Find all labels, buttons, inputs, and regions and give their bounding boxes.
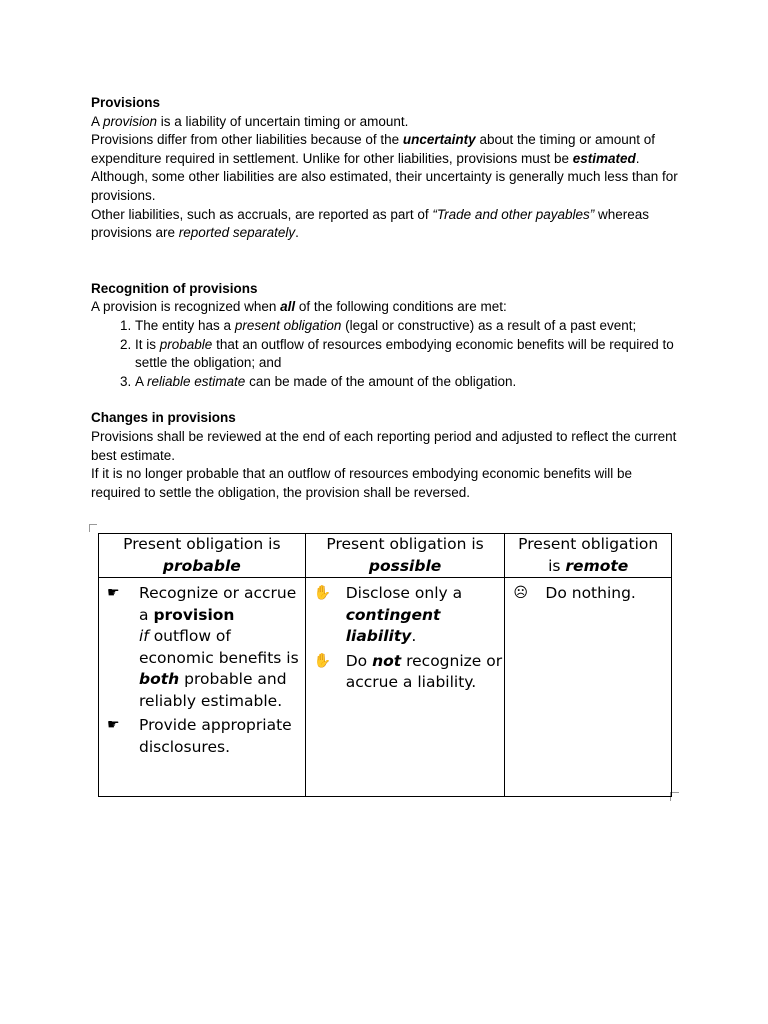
cell-probable [99, 578, 306, 797]
conditions-list [91, 317, 681, 391]
recognition-intro: A provision is recognized when all of the following conditions are met: [91, 299, 507, 315]
pointing-hand-icon: ☛ [107, 717, 120, 733]
list-item: 1. The entity has a present obligation (legal or constructive) as a result of a past event; [135, 317, 681, 336]
list-item: ☛ Provide appropriate disclosures. [107, 716, 292, 756]
provisions-differ-paragraph: Provisions differ from other liabilities because of the uncertainty about the timing or amount of expenditure required in settlement. Unlike for other liabilities, provisions must be estimated. Although, some other liabilities are also estimated, their uncertainty is generally much less than for provisions. [91, 132, 678, 203]
cell-possible [305, 578, 505, 797]
cell-remote [505, 578, 672, 797]
list-item: 2. It is probable that an outflow of resources embodying economic benefits will be required to settle the obligation; and [135, 336, 681, 373]
thumbs-down-icon: ✋ [313, 585, 332, 601]
list-item: ☹ Do nothing. [505, 583, 671, 605]
provision-definition: A provision is a liability of uncertain timing or amount. [91, 113, 409, 129]
pointing-hand-icon: ☛ [107, 585, 120, 601]
thumbs-down-icon: ✋ [313, 652, 332, 669]
header-probable: Present obligation is probable [99, 534, 306, 578]
other-liabilities-paragraph: Other liabilities, such as accruals, are reported as part of “Trade and other payables” whereas provisions are reported separately. [91, 206, 650, 241]
document-body [91, 94, 681, 502]
list-item: ☛ Recognize or accrue a provision if outflow of economic benefits is both probable and reliably estimable. [107, 584, 299, 710]
changes-paragraph-2: If it is no longer probable that an outflow of resources embodying economic benefits will be required to settle the obligation, the provision shall be reversed. [91, 466, 633, 500]
changes-paragraph-1: Provisions shall be reviewed at the end of each reporting period and adjusted to reflect the current best estimate. [91, 428, 677, 463]
list-item: ✋ Do not recognize or accrue a liability. [313, 651, 503, 691]
table-corner-mark [89, 524, 97, 532]
section-heading-recognition: Recognition of provisions [91, 280, 258, 296]
header-remote: Present obligation is remote [505, 534, 672, 578]
section-heading-provisions: Provisions [91, 95, 161, 110]
section-heading-changes: Changes in provisions [91, 410, 236, 426]
header-possible: Present obligation is possible [305, 534, 505, 578]
list-item: ✋ Disclose only a contingent liability. [313, 584, 463, 645]
neutral-face-icon: ☹ [513, 585, 529, 601]
list-item: 3. A reliable estimate can be made of the amount of the obligation. [135, 373, 681, 392]
provisions-table [98, 533, 672, 797]
